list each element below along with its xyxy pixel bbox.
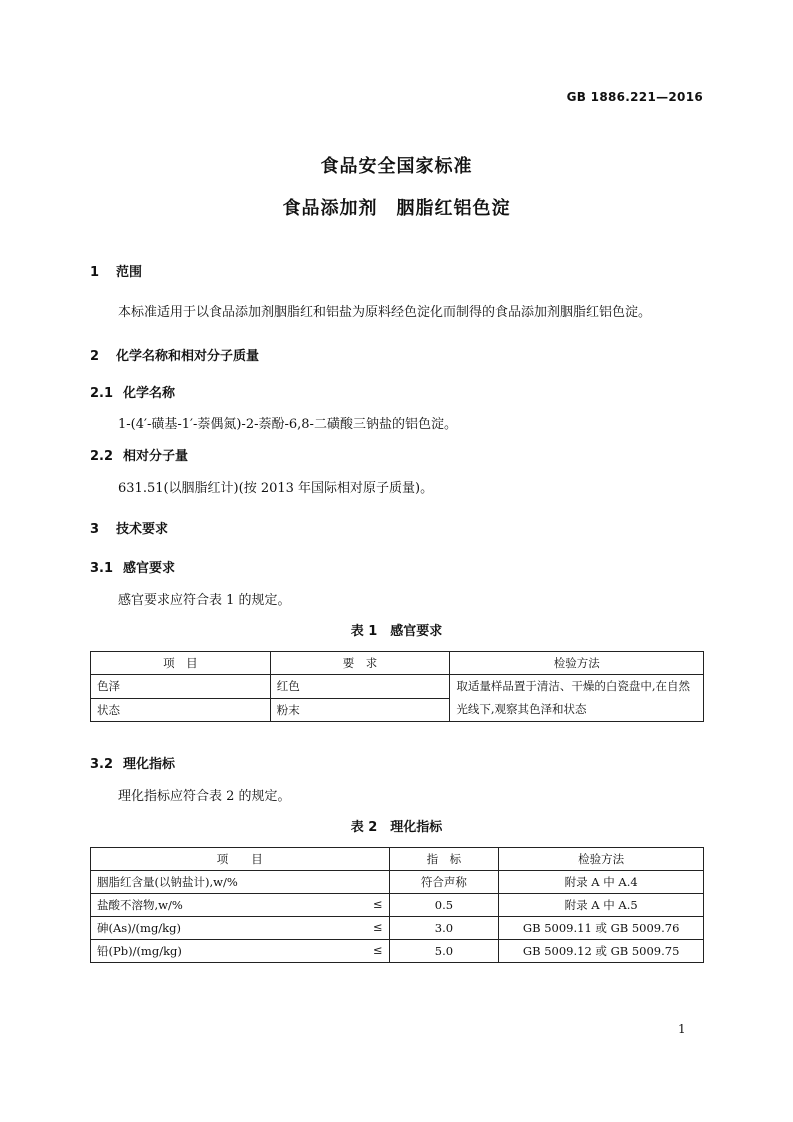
table-cell: 红色 [270,675,450,699]
table-1 [90,651,704,722]
table-row [91,871,704,894]
table-cell: GB 5009.11 或 GB 5009.76 [499,917,704,940]
section-number: 1 [90,265,100,280]
standard-number: GB 1886.221—2016 [566,90,703,104]
section-title: 化学名称和相对分子质量 [116,349,260,364]
section-2-1-heading [90,382,175,401]
section-2-1-text: 1-(4′-磺基-1′-萘偶氮)-2-萘酚-6,8-二磺酸三钠盐的铝色淀。 [118,417,457,432]
section-1-heading [90,261,142,280]
section-title: 理化指标 [123,757,176,772]
table-cell [91,871,390,894]
section-3-2-heading [90,753,175,772]
section-2-2-text: 631.51(以胭脂红计)(按 2013 年国际相对原子质量)。 [118,481,434,496]
section-3-heading [90,518,168,537]
item-label: 胭脂红含量(以钠盐计),w/% [97,875,238,889]
table-cell [91,940,390,963]
section-number: 2.1 [90,386,114,401]
item-label: 盐酸不溶物,w/% [97,898,183,912]
table-row [91,940,704,963]
section-2-2-heading [90,445,188,464]
table-cell: 粉末 [270,698,450,722]
section-number: 2 [90,349,100,364]
section-number: 3.2 [90,757,114,772]
table-header-cell: 项 目 [91,652,271,675]
section-number: 3 [90,522,100,537]
table-cell: 3.0 [389,917,499,940]
table-header-cell: 项 目 [91,848,390,871]
table-header-cell: 指 标 [389,848,499,871]
section-number: 2.2 [90,449,114,464]
section-3-1-text: 感官要求应符合表 1 的规定。 [118,593,291,608]
table-cell: 符合声称 [389,871,499,894]
operator: ≤ [372,920,383,934]
table-2-caption: 表 2 理化指标 [350,820,443,835]
section-number: 3.1 [90,561,114,576]
section-title: 范围 [116,265,143,280]
table-cell-method: 取适量样品置于清洁、干燥的白瓷盘中,在自然光线下,观察其色泽和状态 [450,675,704,722]
section-title: 感官要求 [123,561,176,576]
section-2-heading [90,345,259,364]
item-label: 铅(Pb)/(mg/kg) [97,944,182,958]
document-subtitle: 食品添加剂 胭脂红铝色淀 [282,198,511,219]
table-cell: 附录 A 中 A.4 [499,871,704,894]
operator: ≤ [372,897,383,911]
table-row [91,675,704,699]
table-header-cell: 检验方法 [499,848,704,871]
table-row [91,917,704,940]
table-header-row [91,848,704,871]
table-2 [90,847,704,963]
section-3-2-text: 理化指标应符合表 2 的规定。 [118,789,291,804]
table-1-caption: 表 1 感官要求 [350,624,443,639]
table-cell [91,894,390,917]
section-title: 技术要求 [116,522,169,537]
section-3-1-heading [90,557,175,576]
table-cell: 附录 A 中 A.5 [499,894,704,917]
table-cell: 色泽 [91,675,271,699]
table-cell: 0.5 [389,894,499,917]
document-title: 食品安全国家标准 [320,156,473,177]
table-cell: 5.0 [389,940,499,963]
section-title: 化学名称 [123,386,176,401]
page-number: 1 [678,1022,686,1036]
item-label: 砷(As)/(mg/kg) [97,921,181,935]
table-cell [91,917,390,940]
table-header-cell: 要 求 [270,652,450,675]
operator: ≤ [372,943,383,957]
table-cell: 状态 [91,698,271,722]
table-header-cell: 检验方法 [450,652,704,675]
table-row [91,894,704,917]
table-header-row [91,652,704,675]
section-1-text: 本标准适用于以食品添加剂胭脂红和铝盐为原料经色淀化而制得的食品添加剂胭脂红铝色淀。 [118,305,652,320]
section-title: 相对分子量 [123,449,189,464]
table-cell: GB 5009.12 或 GB 5009.75 [499,940,704,963]
